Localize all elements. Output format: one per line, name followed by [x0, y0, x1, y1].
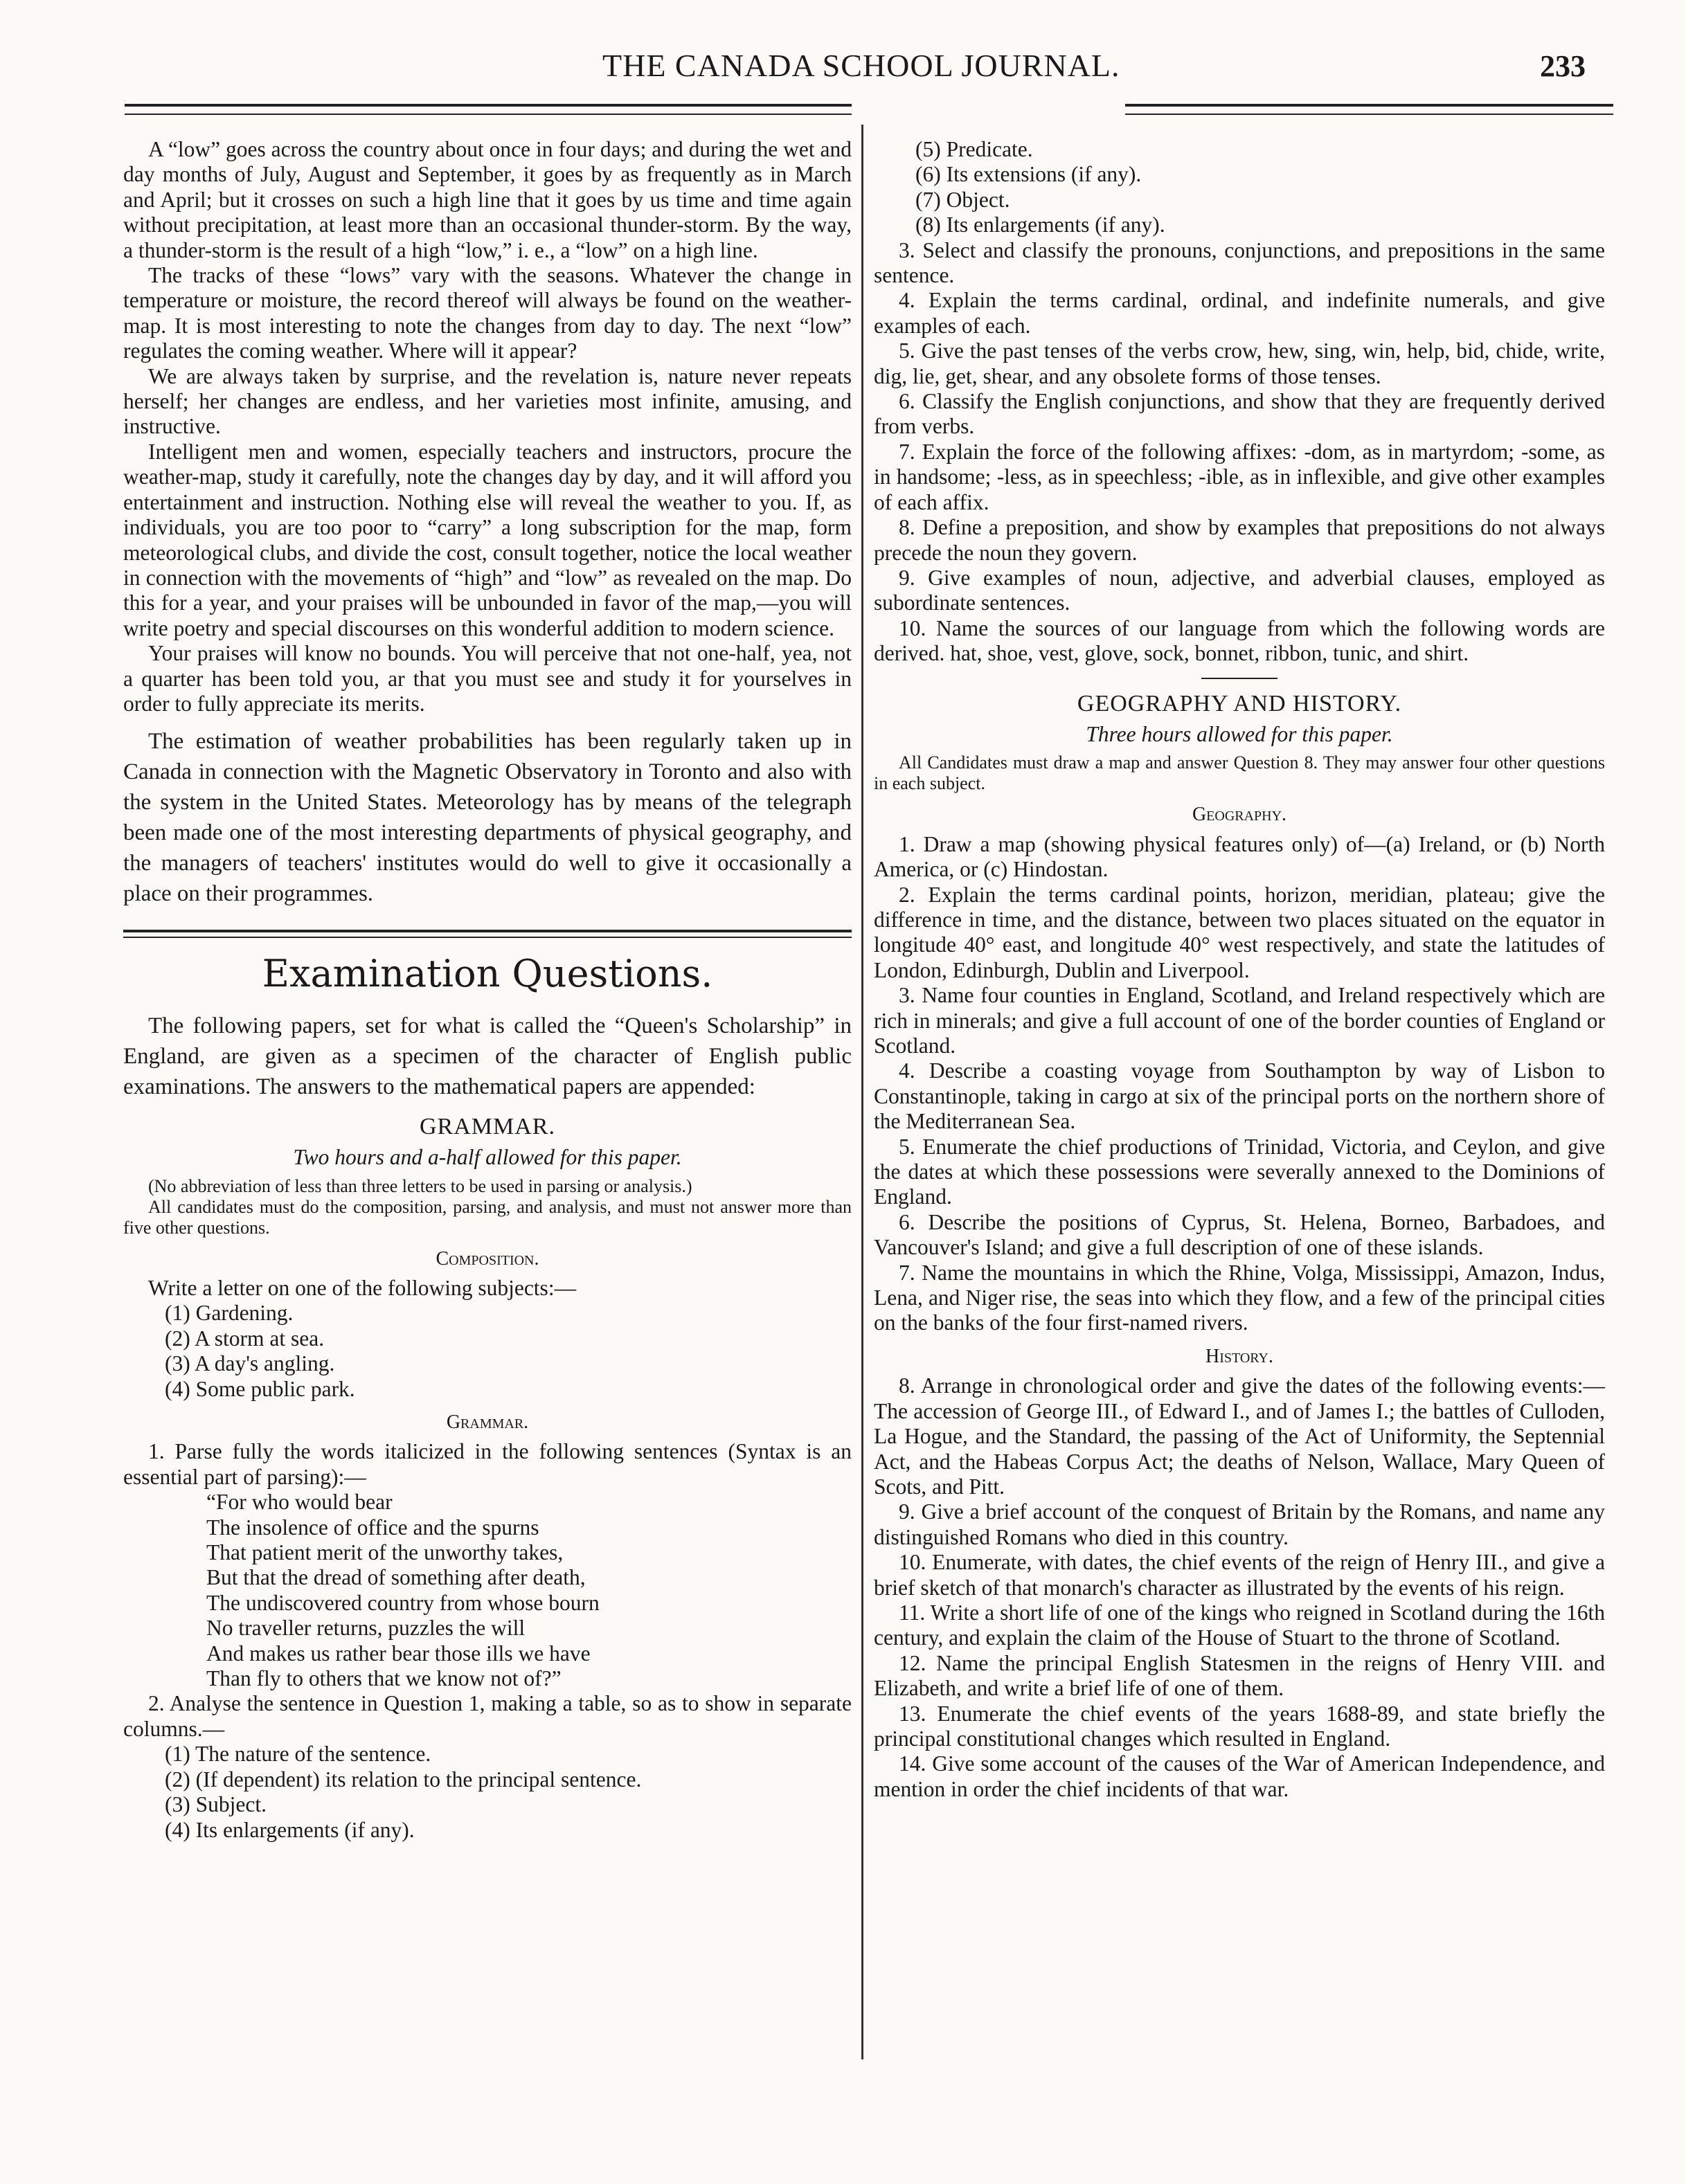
poem-line: The insolence of office and the spurns [206, 1515, 539, 1540]
grammar-time: Two hours and a-half allowed for this paper. [293, 1145, 682, 1170]
poem-line: And makes us rather bear those ills we have [206, 1641, 591, 1666]
geography-question: 2. Explain the terms cardinal points, horizon, meridian, plateau; give the difference in time, and the distance, between two places situated on the equator in longitude 40° east, and longitude 40° west respectively, and state the latitudes of London, Edinburgh, Dublin and Liverpool. [874, 882, 1605, 982]
list-item: (3) A day's angling. [165, 1351, 335, 1376]
history-question: 11. Write a short life of one of the kings who reigned in Scotland during the 16th century, and explain the claim of the House of Stuart to the throne of Scotland. [874, 1600, 1605, 1650]
weather-paragraph-6: The estimation of weather probabilities has been regularly taken up in Canada in connection with the Magnetic Observatory in Toronto and also with the system in the United States. Meteorology has by means of the telegraph been made one of the most interesting departments of physical geography, and the managers of teachers' institutes would do well to give it occasionally a place on their programmes. [123, 729, 852, 907]
list-item: (7) Object. [915, 187, 1010, 212]
quoted-poem [123, 1490, 852, 1691]
column-divider [861, 125, 863, 2059]
grammar-question: 6. Classify the English conjunctions, and show that they are frequently derived from verbs. [874, 389, 1605, 439]
geography-heading: Geography. [1192, 804, 1287, 826]
history-question: 10. Enumerate, with dates, the chief events of the reign of Henry III., and give a brief sketch of that monarch's character as illustrated by the events of his reign. [874, 1550, 1605, 1600]
history-question: 13. Enumerate the chief events of the years 1688-89, and state briefly the principal constitutional changes which resulted in England. [874, 1701, 1605, 1751]
history-question: 8. Arrange in chronological order and give the dates of the following events:—The accession of George III., of Edward I., and of James I.; the battles of Culloden, La Hogue, and the Standard, the passing of the Act of Uniformity, the Septennial Act, and the Habeas Corpus Act; the deaths of Nelson, Wallace, Mary Queen of Scots, and Pitt. [874, 1373, 1605, 1499]
list-item: (1) Gardening. [165, 1301, 294, 1326]
poem-line: No traveller returns, puzzles the will [206, 1616, 526, 1641]
geography-question: 3. Name four counties in England, Scotland, and Ireland respectively which are rich in minerals; and give a full account of one of the border counties of England or Scotland. [874, 983, 1605, 1058]
list-item: (2) (If dependent) its relation to the principal sentence. [165, 1767, 642, 1792]
grammar-note-1: (No abbreviation of less than three letters to be used in parsing or analysis.) [148, 1175, 692, 1196]
weather-paragraph-3: We are always taken by surprise, and the revelation is, nature never repeats herself; her changes are endless, and her varieties most infinite, amusing, and instructive. [123, 363, 852, 439]
grammar-question: 8. Define a preposition, and show by examples that prepositions do not always precede the noun they govern. [874, 515, 1605, 565]
weather-paragraph-1: A “low” goes across the country about once in four days; and during the wet and day months of July, August and September, it goes by as frequently as in March and April; but it crosses on such a high line that it goes by us time and time again without precipitation, at least more than an occasional thunder-storm. By the way, a thunder-storm is the result of a high “low,” i. e., a “low” on a high line. [123, 137, 852, 262]
geography-question: 7. Name the mountains in which the Rhine, Volga, Mississippi, Amazon, Indus, Lena, and Niger rise, the seas into which they flow, and a few of the principal cities on the banks of the four first-named rivers. [874, 1260, 1605, 1335]
list-item: (6) Its extensions (if any). [915, 162, 1142, 187]
poem-line: The undiscovered country from whose bourn [206, 1590, 600, 1615]
grammar-question-1: 1. Parse fully the words italicized in the following sentences (Syntax is an essential part of parsing):— [123, 1439, 852, 1489]
composition-heading: Composition. [436, 1247, 539, 1270]
poem-line: “For who would bear [206, 1490, 393, 1515]
geography-question: 4. Describe a coasting voyage from Southampton by way of Lisbon to Constantinople, taking in cargo at six of the principal ports on the northern shore of the Mediterranean Sea. [874, 1058, 1605, 1134]
section-divider [123, 930, 852, 938]
short-divider [1201, 678, 1277, 679]
page-header [118, 43, 1599, 91]
weather-paragraph-2: The tracks of these “lows” vary with the seasons. Whatever the change in temperature or moisture, the record thereof will always be found on the weather-map. It is most interesting to note the changes from day to day. The next “low” regulates the coming weather. Where will it appear? [123, 263, 852, 363]
list-item: (4) Some public park. [165, 1376, 355, 1401]
page-number: 233 [1540, 49, 1586, 83]
composition-subjects [123, 1301, 852, 1402]
grammar-note-2: All candidates must do the composition, parsing, and analysis, and must not answer more than five other questions. [123, 1196, 852, 1238]
history-question: 14. Give some account of the causes of the War of American Independence, and mention in order the chief incidents of that war. [874, 1751, 1605, 1801]
list-item: (5) Predicate. [915, 137, 1033, 161]
list-item: (4) Its enlargements (if any). [165, 1817, 415, 1842]
poem-line: Than fly to others that we know not of?” [206, 1666, 562, 1691]
weather-paragraph-4: Intelligent men and women, especially teachers and instructors, procure the weather-map, study it carefully, note the changes day by day, and it will afford you entertainment and instruction. Nothing else will reveal the weather to you. If, as individuals, you are too poor to “carry” a long subscription for the map, form meteorological clubs, and divide the cost, consult together, notice the local weather in connection with the movements of “high” and “low” as revealed on the map. Do this for a year, and your praises will be unbounded in favor of the map,—you will write poetry and special discourses on this wonderful addition to modern science. [123, 439, 852, 640]
grammar-question: 10. Name the sources of our language from which the following words are derived. hat, shoe, vest, glove, sock, bonnet, ribbon, tunic, and shirt. [874, 615, 1605, 666]
grammar-question: 7. Explain the force of the following affixes: -dom, as in martyrdom; -some, as in handsome; -less, as in speechless; -ible, as in inflexible, and give other examples of each affix. [874, 439, 1605, 514]
header-rule-left [125, 104, 852, 115]
grammar-question: 5. Give the past tenses of the verbs crow, hew, sing, win, help, bid, chide, write, dig, lie, get, shear, and any obsolete forms of those tenses. [874, 339, 1605, 388]
geography-history-time: Three hours allowed for this paper. [1086, 721, 1393, 746]
header-rule-right [1125, 104, 1613, 115]
grammar-question-2: 2. Analyse the sentence in Question 1, making a table, so as to show in separate columns.— [123, 1691, 852, 1741]
geography-question: 6. Describe the positions of Cyprus, St. Helena, Borneo, Barbadoes, and Vancouver's Island; and give a full description of one of these islands. [874, 1209, 1605, 1260]
geography-history-heading: GEOGRAPHY AND HISTORY. [1077, 690, 1402, 716]
analysis-columns-left [123, 1742, 852, 1843]
poem-line: That patient merit of the unworthy takes, [206, 1540, 564, 1565]
list-item: (2) A storm at sea. [165, 1326, 325, 1351]
right-column [874, 137, 1605, 1802]
grammar-question: 9. Give examples of noun, adjective, and adverbial clauses, employed as subordinate sentences. [874, 565, 1605, 615]
list-item: (8) Its enlargements (if any). [915, 213, 1165, 237]
history-question: 12. Name the principal English Statesmen in the reigns of Henry VIII. and Elizabeth, and write a brief life of one of them. [874, 1650, 1605, 1701]
grammar-question: 3. Select and classify the pronouns, conjunctions, and prepositions in the same sentence. [874, 237, 1605, 288]
geography-question: 5. Enumerate the chief productions of Trinidad, Victoria, and Ceylon, and give the dates at which these possessions were severally annexed to the Dominions of England. [874, 1134, 1605, 1209]
history-question: 9. Give a brief account of the conquest of Britain by the Romans, and name any distinguished Romans who died in this country. [874, 1499, 1605, 1549]
section-title: Examination Questions. [262, 952, 713, 996]
grammar-subheading: Grammar. [446, 1411, 529, 1433]
poem-line: But that the dread of something after death, [206, 1565, 586, 1590]
left-column [123, 137, 852, 1843]
list-item: (1) The nature of the sentence. [165, 1742, 431, 1767]
journal-title: THE CANADA SCHOOL JOURNAL. [602, 48, 1120, 83]
history-heading: History. [1205, 1345, 1273, 1367]
exam-intro: The following papers, set for what is called the “Queen's Scholarship” in England, are given as a specimen of the character of English public examinations. The answers to the mathematical papers are appended: [123, 1013, 852, 1099]
grammar-question: 4. Explain the terms cardinal, ordinal, and indefinite numerals, and give examples of each. [874, 288, 1605, 338]
grammar-heading: GRAMMAR. [420, 1113, 555, 1139]
weather-paragraph-5: Your praises will know no bounds. You will perceive that not one-half, yea, not a quarter has been told you, ar that you must see and study it for yourselves in order to fully appreciate its merits. [123, 641, 852, 716]
analysis-columns-right [874, 137, 1605, 238]
list-item: (3) Subject. [165, 1792, 267, 1817]
geography-history-note: All Candidates must draw a map and answer Question 8. They may answer four other questions in each subject. [874, 752, 1605, 794]
geography-question: 1. Draw a map (showing physical features only) of—(a) Ireland, or (b) North America, or (c) Hindostan. [874, 831, 1605, 882]
composition-lead: Write a letter on one of the following subjects:— [148, 1275, 577, 1300]
